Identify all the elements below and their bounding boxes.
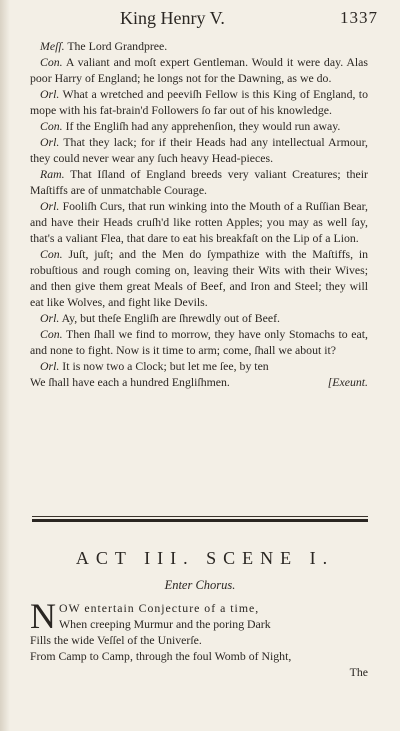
speaker-name: Con. [40,119,63,133]
speaker-name: Con. [40,327,63,341]
speech [30,86,368,118]
speech-text: Fooliſh Curs, that run winking into the Mouth of a Ruſſian Bear, and have their Heads cruſh'd like rotten Apples; you may as well ſay, that's a valiant Flea, that dare to eat his breakfaſt on the Lip of a Lion. [30,199,369,245]
speech-text: Juſt, juſt; and the Men do ſympathize with the Maſtiffs, in robuſtious and rough coming on, leaving their Wits with their Wives; and then give them great Meals of Beef, and Iron and Steel; they will eat like Wolves, and fight like Devils. [30,247,369,309]
verse-line: When creeping Murmur and the poring Dark [59,617,271,631]
speech [30,198,368,246]
stage-direction-text: Enter Chorus. [164,578,236,592]
final-line-text: We ſhall have each a hundred Engliſhmen. [30,375,230,389]
verse-line: From Camp to Camp, through the foul Womb of Night, [30,649,292,663]
speech-text: It is now two a Clock; but let me ſee, by ten [62,359,269,373]
speech [30,326,368,358]
speech [30,54,368,86]
speech [30,118,368,134]
speech [30,358,368,374]
speaker-name: Orl. [40,87,60,101]
speech-text: Then ſhall we find to morrow, they have only Stomachs to eat, and none to fight. Now is it time to arm; come, ſhall we about it? [30,327,368,357]
final-line [30,374,368,390]
dialogue-block [30,38,368,390]
speech-text: If the Engliſh had any apprehenſion, they would run away. [65,119,341,133]
speaker-name: Con. [40,55,63,69]
running-head: King Henry V. [120,8,225,28]
verse-line: Fills the wide Veſſel of the Univerſe. [30,633,202,647]
catchword: The [349,665,368,679]
speaker-name: Ram. [40,167,65,181]
divider-rule-thin [32,516,368,517]
drop-capital: N [30,596,56,636]
speech [30,38,368,54]
speech [30,134,368,166]
speaker-name: Orl. [40,359,60,373]
speaker-name: Orl. [40,199,60,213]
speaker-name: Orl. [40,135,60,149]
speech-text: A valiant and moſt expert Gentleman. Would it were day. Alas poor Harry of England; he longs not for the Dawning, as we do. [30,55,368,85]
page-header [60,8,378,34]
page-spine-shadow [0,0,10,731]
speech-text: What a wretched and peeviſh Fellow is this King of England, to mope with his fat-brain'd Followers ſo far out of his knowledge. [30,87,368,117]
speech-text: Ay, but theſe Engliſh are ſhrewdly out of Beef. [61,311,280,325]
chorus-verse [30,596,370,664]
speaker-name: Con. [40,247,63,261]
speaker-name: Meſſ. [40,39,65,53]
exit-direction: [Exeunt. [327,375,368,389]
speech-text: That Iſland of England breeds very valiant Creatures; their Maſtiffs are of unmatchable Courage. [30,167,368,197]
speech-text: The Lord Grandpree. [67,39,168,53]
act-scene-heading: ACT III. SCENE I. [75,548,335,568]
page-number: 1337 [340,8,378,27]
divider-rule-thick [32,519,368,522]
speech-text: That they lack; for if their Heads had any intellectual Armour, they could never wear any ſuch heavy Head-pieces. [30,135,368,165]
speech [30,166,368,198]
speaker-name: Orl. [40,311,60,325]
speech [30,310,368,326]
speech [30,246,368,310]
stage-direction [30,578,370,593]
verse-line: OW entertain Conjecture of a time, [59,601,260,615]
